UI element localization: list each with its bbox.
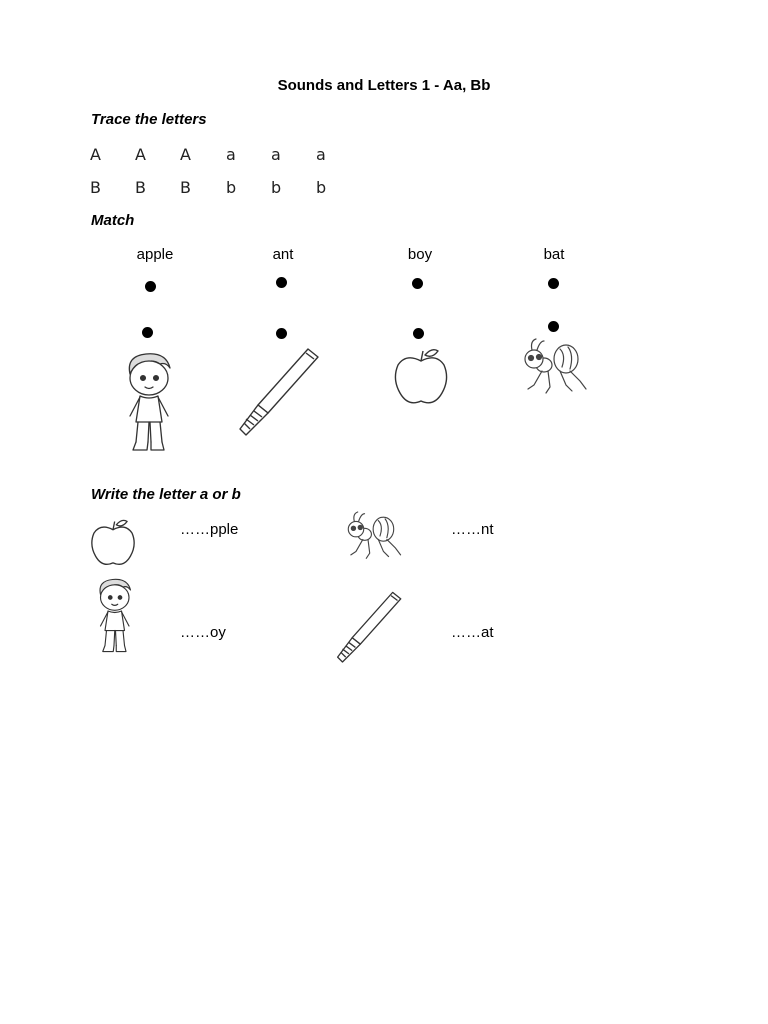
trace-letter: B bbox=[180, 178, 191, 197]
match-dot-picture-boy[interactable] bbox=[142, 327, 153, 338]
write-blank-ant[interactable]: ……nt bbox=[451, 521, 494, 538]
trace-heading: Trace the letters bbox=[91, 111, 207, 128]
match-dot-picture-bat[interactable] bbox=[276, 328, 287, 339]
match-dot-word-bat[interactable] bbox=[548, 278, 559, 289]
write-blank-boy[interactable]: ……oy bbox=[180, 624, 226, 641]
match-word-apple: apple bbox=[136, 246, 174, 263]
trace-letter: A bbox=[180, 145, 191, 164]
trace-letter: A bbox=[135, 145, 146, 164]
match-word-ant: ant bbox=[272, 246, 294, 263]
trace-letter: a bbox=[271, 145, 281, 164]
trace-letter: b bbox=[271, 178, 282, 197]
trace-letter: b bbox=[226, 178, 237, 197]
boy-picture bbox=[116, 350, 180, 458]
ant-picture bbox=[520, 337, 590, 397]
write-bat-picture bbox=[336, 590, 404, 666]
match-dot-word-apple[interactable] bbox=[145, 281, 156, 292]
trace-letter: B bbox=[90, 178, 101, 197]
trace-letter: a bbox=[316, 145, 326, 164]
match-word-boy: boy bbox=[407, 246, 433, 263]
trace-letter: b bbox=[316, 178, 327, 197]
write-blank-bat[interactable]: ……at bbox=[451, 624, 494, 641]
match-dot-picture-apple[interactable] bbox=[413, 328, 424, 339]
apple-picture bbox=[392, 345, 450, 409]
write-blank-apple[interactable]: ……pple bbox=[180, 521, 239, 538]
match-dot-picture-ant[interactable] bbox=[548, 321, 559, 332]
match-dot-word-boy[interactable] bbox=[412, 278, 423, 289]
trace-letter: B bbox=[135, 178, 146, 197]
match-dot-word-ant[interactable] bbox=[276, 277, 287, 288]
trace-letter: A bbox=[90, 145, 101, 164]
page-title: Sounds and Letters 1 - Aa, Bb bbox=[277, 77, 491, 94]
write-apple-picture bbox=[89, 516, 137, 570]
match-word-bat: bat bbox=[543, 246, 565, 263]
trace-letter: a bbox=[226, 145, 236, 164]
bat-picture bbox=[238, 347, 322, 439]
write-boy-picture bbox=[90, 569, 138, 665]
write-heading: Write the letter a or b bbox=[91, 486, 241, 503]
write-ant-picture bbox=[344, 507, 404, 565]
match-heading: Match bbox=[91, 212, 135, 229]
